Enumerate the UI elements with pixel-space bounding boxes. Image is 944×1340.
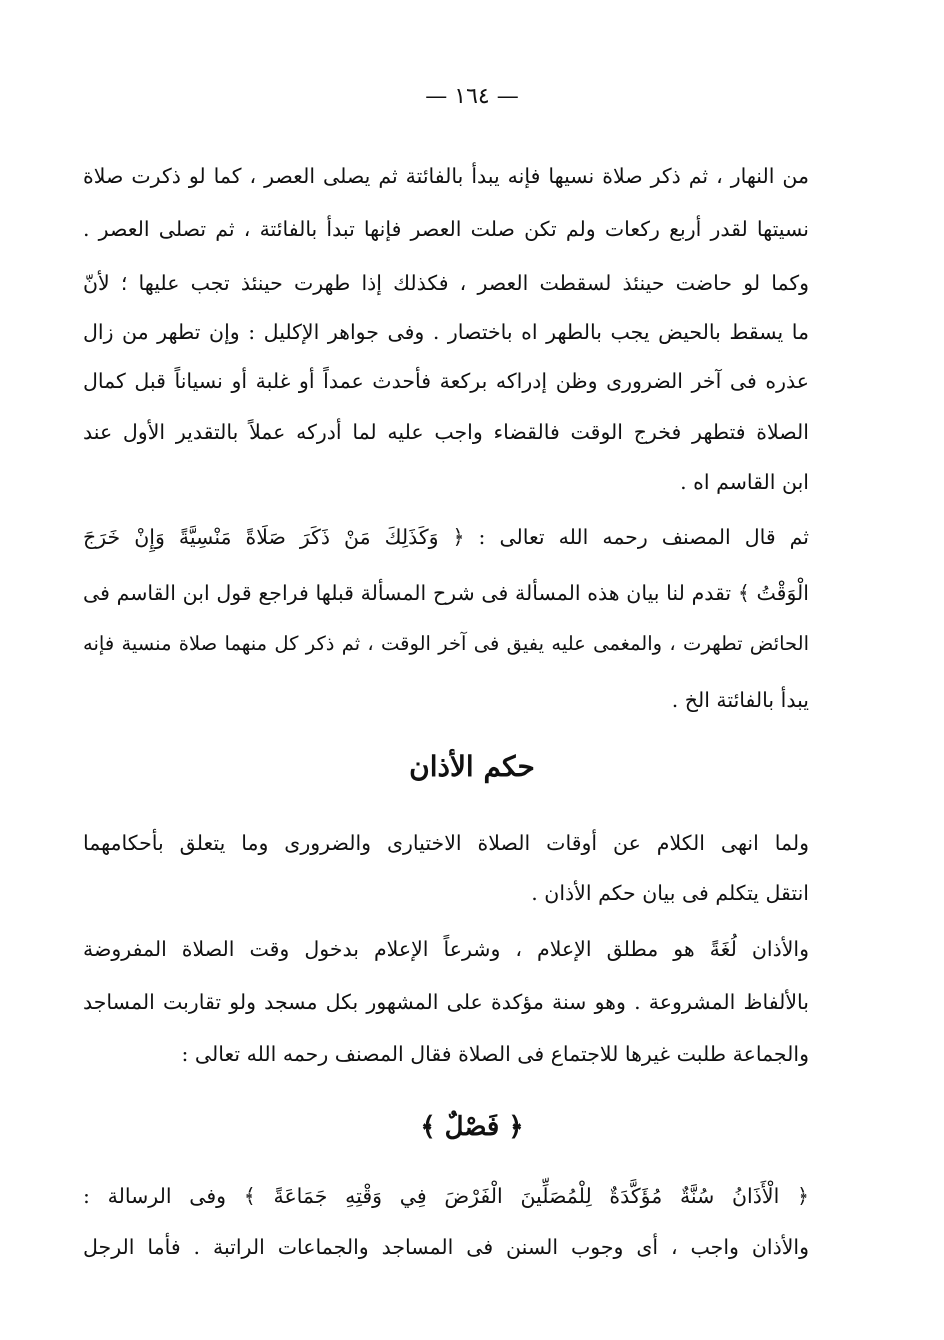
- paragraph-2-line-2: الْوَقْتُ ﴾ تقدم لنا بيان هذه المسألة فى شرح المسألة قبلها فراجع قول ابن القاسم فى: [83, 581, 809, 605]
- fasl-heading: ﴿ فَصْلٌ ﴾: [420, 1112, 524, 1142]
- paragraph-5-line-1: ﴿ الْأَذَانُ سُنَّةٌ مُؤَكَّدَةٌ لِلْمُصَلِّينَ الْفَرْضَ فِي وَقْتِهِ جَمَاعَةً ﴾ وفى الرسالة :: [83, 1184, 809, 1208]
- paragraph-1-line-3: وكما لو حاضت حينئذ لسقطت العصر ، فكذلك إذا طهرت حينئذ تجب عليها ؛ لأنّ: [83, 271, 809, 295]
- paragraph-2-line-1: ثم قال المصنف رحمه الله تعالى : ﴿ وَكَذَلِكَ مَنْ ذَكَرَ صَلَاةً مَنْسِيَّةً وَإِنْ خَرَجَ: [83, 525, 809, 549]
- section-heading: حكم الأذان: [409, 750, 535, 783]
- paragraph-4-line-1: والأذان لُغَةً هو مطلق الإعلام ، وشرعاً الإعلام بدخول وقت الصلاة المفروضة: [83, 937, 809, 961]
- paragraph-1-line-6: الصلاة فتطهر فخرج الوقت فالقضاء واجب عليه لما أدركه عملاً بالتقدير الأول عند: [83, 420, 809, 444]
- paragraph-2-line-3: الحائض تطهرت ، والمغمى عليه يفيق فى آخر الوقت ، ثم ذكر كل منهما صلاة منسية فإنه: [83, 632, 809, 655]
- paragraph-4-line-3: والجماعة طلبت غيرها للاجتماع فى الصلاة فقال المصنف رحمه الله تعالى :: [181, 1042, 809, 1066]
- paragraph-1-line-7: ابن القاسم اه .: [680, 470, 809, 494]
- paragraph-1-line-1: من النهار ، ثم ذكر صلاة نسيها فإنه يبدأ بالفائتة ثم يصلى العصر ، كما لو ذكرت صلاة: [83, 164, 809, 188]
- paragraph-4-line-2: بالألفاظ المشروعة . وهو سنة مؤكدة على المشهور بكل مسجد ولو تقاربت المساجد: [83, 990, 809, 1014]
- paragraph-3-line-1: ولما انهى الكلام عن أوقات الصلاة الاختيارى والضرورى وما يتعلق بأحكامهما: [83, 831, 809, 855]
- paragraph-1-line-2: نسيتها لقدر أربع ركعات ولم تكن صلت العصر فإنها تبدأ بالفائتة ، ثم تصلى العصر .: [83, 217, 809, 241]
- paragraph-5-line-2: والأذان واجب ، أى وجوب السنن فى المساجد والجماعات الراتبة . فأما الرجل: [83, 1235, 809, 1259]
- paragraph-1-line-5: عذره فى آخر الضرورى وظن إدراكه بركعة فأحدث عمداً أو غلبة أو نسياناً قبل كمال: [83, 369, 809, 393]
- paragraph-2-line-4: يبدأ بالفائتة الخ .: [671, 688, 809, 712]
- paragraph-1-line-4: ما يسقط بالحيض يجب بالطهر اه باختصار . وفى جواهر الإكليل : وإن تطهر من زال: [83, 320, 809, 344]
- paragraph-3-line-2: انتقل يتكلم فى بيان حكم الأذان .: [531, 881, 809, 905]
- page-number: — ١٦٤ —: [425, 84, 519, 109]
